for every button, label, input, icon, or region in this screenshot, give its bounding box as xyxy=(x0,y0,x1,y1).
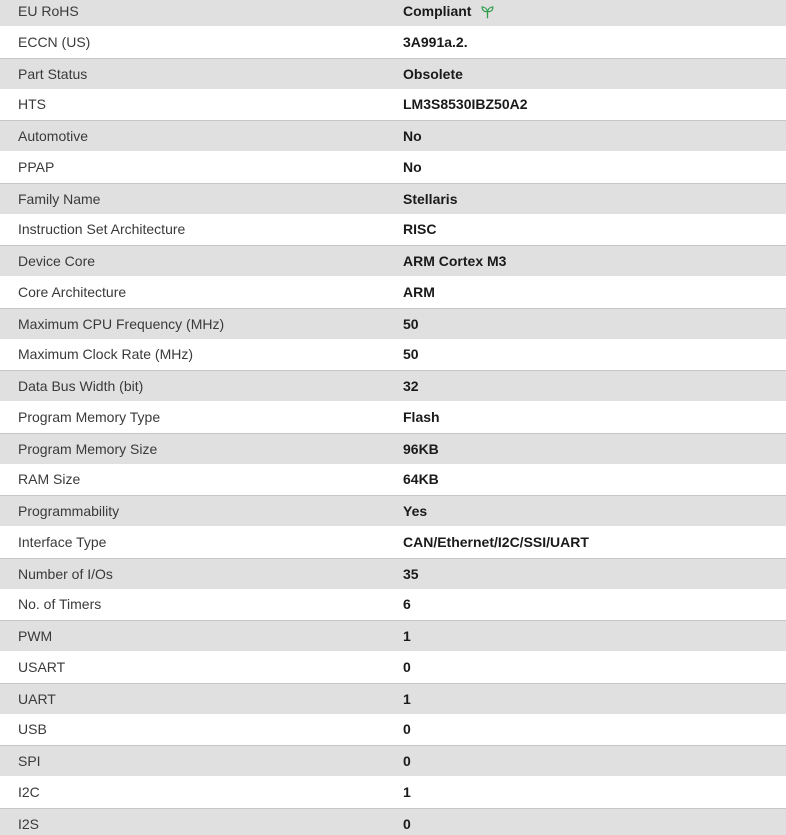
spec-value xyxy=(403,722,786,736)
spec-value-text: 0 xyxy=(403,658,411,675)
spec-value-text: 64KB xyxy=(403,471,439,488)
spec-label: Maximum Clock Rate (MHz) xyxy=(18,346,194,363)
spec-label: Instruction Set Architecture xyxy=(18,221,186,238)
spec-value-text: ARM Cortex M3 xyxy=(403,253,507,270)
spec-value xyxy=(403,4,786,19)
spec-value xyxy=(403,692,786,706)
spec-value xyxy=(403,410,786,424)
spec-value xyxy=(403,222,786,236)
spec-value-text: 0 xyxy=(403,753,411,770)
spec-label: SPI xyxy=(18,753,41,770)
spec-value xyxy=(403,254,786,268)
spec-label: Part Status xyxy=(18,65,88,82)
spec-value xyxy=(403,817,786,831)
table-row xyxy=(0,276,786,307)
spec-label: PWM xyxy=(18,628,53,645)
spec-label: Automotive xyxy=(18,128,89,145)
spec-value xyxy=(403,660,786,674)
table-row xyxy=(0,776,786,807)
spec-label: USART xyxy=(18,658,66,675)
spec-label: No. of Timers xyxy=(18,596,102,613)
spec-value-text: 0 xyxy=(403,721,411,738)
spec-value xyxy=(403,129,786,143)
table-row xyxy=(0,370,786,401)
spec-label: I2C xyxy=(18,783,40,800)
table-row xyxy=(0,339,786,370)
spec-value xyxy=(403,317,786,331)
spec-value xyxy=(403,472,786,486)
spec-value-text: Stellaris xyxy=(403,190,458,207)
spec-value xyxy=(403,754,786,768)
spec-label: Family Name xyxy=(18,190,101,207)
spec-value-text: 3A991a.2. xyxy=(403,33,468,50)
spec-value-text: Flash xyxy=(403,408,440,425)
spec-value-text: No xyxy=(403,158,422,175)
spec-label: USB xyxy=(18,721,47,738)
spec-value-text: RISC xyxy=(403,221,437,238)
spec-value xyxy=(403,597,786,611)
table-row xyxy=(0,401,786,432)
table-row xyxy=(0,151,786,182)
table-row xyxy=(0,589,786,620)
spec-label: Device Core xyxy=(18,253,96,270)
spec-value-text: LM3S8530IBZ50A2 xyxy=(403,96,528,113)
spec-label: Maximum CPU Frequency (MHz) xyxy=(18,315,225,332)
spec-value xyxy=(403,442,786,456)
table-row xyxy=(0,683,786,714)
rohs-compliant-leaf-icon[interactable] xyxy=(480,5,495,19)
spec-label: Core Architecture xyxy=(18,283,127,300)
spec-label: Number of I/Os xyxy=(18,565,113,582)
spec-value xyxy=(403,97,786,111)
spec-value xyxy=(403,192,786,206)
spec-value xyxy=(403,535,786,549)
spec-label: Program Memory Size xyxy=(18,440,158,457)
spec-label: EU RoHS xyxy=(18,3,79,20)
spec-label: UART xyxy=(18,690,56,707)
spec-label: Data Bus Width (bit) xyxy=(18,378,144,395)
table-row xyxy=(0,120,786,151)
spec-value-text: 6 xyxy=(403,596,411,613)
table-row xyxy=(0,0,786,26)
spec-value xyxy=(403,347,786,361)
spec-value-text: Compliant xyxy=(403,3,472,20)
spec-label: PPAP xyxy=(18,158,55,175)
table-row xyxy=(0,808,786,835)
table-row xyxy=(0,433,786,464)
spec-value xyxy=(403,379,786,393)
spec-value-text: 1 xyxy=(403,783,411,800)
table-row xyxy=(0,89,786,120)
spec-label: I2S xyxy=(18,815,40,832)
table-row xyxy=(0,214,786,245)
spec-value-text: Obsolete xyxy=(403,65,463,82)
spec-label: Interface Type xyxy=(18,533,107,550)
spec-value xyxy=(403,67,786,81)
table-row xyxy=(0,26,786,57)
table-row xyxy=(0,526,786,557)
spec-value-text: No xyxy=(403,128,422,145)
table-row xyxy=(0,558,786,589)
spec-value-text: 32 xyxy=(403,378,419,395)
spec-label: RAM Size xyxy=(18,471,81,488)
spec-value-text: CAN/Ethernet/I2C/SSI/UART xyxy=(403,533,589,550)
spec-value-text: 0 xyxy=(403,815,411,832)
spec-value-text: 35 xyxy=(403,565,419,582)
spec-value-text: 50 xyxy=(403,315,419,332)
spec-value xyxy=(403,785,786,799)
spec-value xyxy=(403,504,786,518)
spec-label: Programmability xyxy=(18,503,120,520)
spec-value xyxy=(403,35,786,49)
spec-value-text: 50 xyxy=(403,346,419,363)
table-row xyxy=(0,308,786,339)
table-row xyxy=(0,495,786,526)
spec-label: Program Memory Type xyxy=(18,408,161,425)
table-row xyxy=(0,58,786,89)
spec-value xyxy=(403,629,786,643)
spec-label: HTS xyxy=(18,96,46,113)
spec-value-text: 1 xyxy=(403,690,411,707)
table-row xyxy=(0,245,786,276)
table-row xyxy=(0,183,786,214)
spec-value-text: Yes xyxy=(403,503,428,520)
spec-value-text: 1 xyxy=(403,628,411,645)
spec-label: ECCN (US) xyxy=(18,33,91,50)
spec-value xyxy=(403,567,786,581)
spec-value xyxy=(403,160,786,174)
table-row xyxy=(0,464,786,495)
table-row xyxy=(0,651,786,682)
table-row xyxy=(0,620,786,651)
table-row xyxy=(0,745,786,776)
table-row xyxy=(0,714,786,745)
spec-value-text: 96KB xyxy=(403,440,439,457)
spec-value xyxy=(403,285,786,299)
spec-value-text: ARM xyxy=(403,283,435,300)
